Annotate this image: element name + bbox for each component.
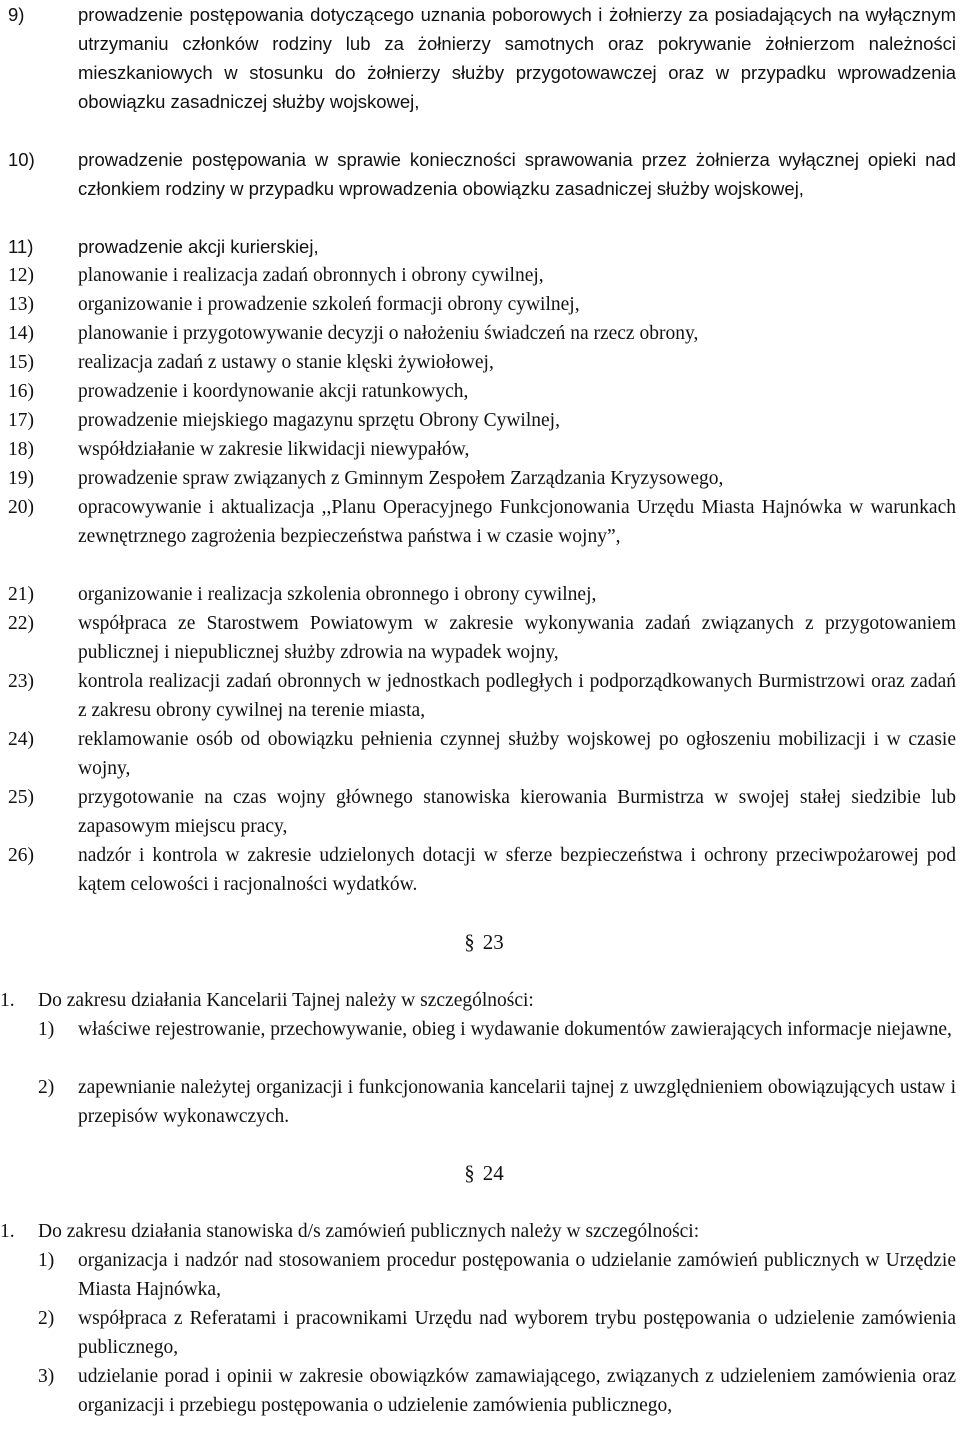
list-item-number: 23) [8, 671, 34, 692]
list-item-text: organizacja i nadzór nad stosowaniem procedur postępowania o udzielanie zamówień publicznych w Urzędzie Miasta Hajnówka, [78, 1250, 956, 1300]
section-number: 1. [0, 990, 15, 1011]
list-item-number: 12) [8, 265, 34, 286]
list-item-13 [8, 290, 956, 319]
list-item-text: właściwe rejestrowanie, przechowywanie, obieg i wydawanie dokumentów zawierających informacje niejawne, [78, 1019, 952, 1040]
list-item-text: zapewnianie należytej organizacji i funkcjonowania kancelarii tajnej z uwzględnieniem obowiązujących ustaw i przepisów wykonawczych. [78, 1077, 956, 1127]
list-item-number: 19) [8, 468, 34, 489]
list-item-text: współpraca ze Starostwem Powiatowym w zakresie wykonywania zadań związanych z przygotowaniem publicznej i niepublicznej służby zdrowia na wypadek wojny, [78, 613, 956, 663]
list-item-15 [8, 348, 956, 377]
list-item-24 [8, 725, 956, 783]
list-item-17 [8, 406, 956, 435]
list-item-18 [8, 435, 956, 464]
list-item-text: kontrola realizacji zadań obronnych w jednostkach podległych i podporządkowanych Burmistrzowi oraz zadań z zakresu obrony cywilnej na terenie miasta, [78, 671, 956, 721]
list-item-10 [8, 145, 956, 203]
list-item-26 [8, 841, 956, 899]
list-item-text: prowadzenie akcji kurierskiej, [78, 236, 319, 257]
list-item-number: 16) [8, 381, 34, 402]
list-item-number: 20) [8, 497, 34, 518]
list-item-20 [8, 493, 956, 551]
section-point-23-1 [0, 986, 956, 1015]
list-item-number: 2) [38, 1308, 55, 1329]
list-item-number: 1) [38, 1019, 55, 1040]
sec23-item-2 [8, 1073, 956, 1131]
list-item-number: 10) [8, 149, 35, 170]
list-item-11 [8, 232, 956, 261]
list-item-12 [8, 261, 956, 290]
list-item-number: 25) [8, 787, 34, 808]
list-item-number: 14) [8, 323, 34, 344]
section-text: Do zakresu działania stanowiska d/s zamówień publicznych należy w szczególności: [38, 1221, 700, 1242]
list-item-number: 15) [8, 352, 34, 373]
list-item-number: 11) [8, 236, 34, 257]
list-item-number: 26) [8, 845, 34, 866]
list-item-text: udzielanie porad i opinii w zakresie obowiązków zamawiającego, związanych z udzieleniem zamówienia oraz organizacji i przebiegu postępowania o udzielenie zamówienia publicznego, [78, 1366, 956, 1416]
list-item-16 [8, 377, 956, 406]
list-item-text: nadzór i kontrola w zakresie udzielonych dotacji w sferze bezpieczeństwa i ochrony przeciwpożarowej pod kątem celowości i racjonalności wydatków. [78, 845, 956, 895]
list-item-text: planowanie i przygotowywanie decyzji o nałożeniu świadczeń na rzecz obrony, [78, 323, 699, 344]
section-number: 1. [0, 1221, 15, 1242]
sec23-item-1 [8, 1015, 956, 1044]
sec24-item-1 [8, 1246, 956, 1304]
list-item-19 [8, 464, 956, 493]
paragraph-heading-24 [0, 1159, 960, 1188]
list-item-number: 21) [8, 584, 34, 605]
list-item-21 [8, 580, 956, 609]
sec24-item-3 [8, 1362, 956, 1420]
paragraph-number: 24 [482, 1161, 504, 1185]
section-point-24-1 [0, 1217, 956, 1246]
sec24-item-2 [8, 1304, 956, 1362]
list-item-text: prowadzenie postępowania dotyczącego uznania poborowych i żołnierzy za posiadających na wyłącznym utrzymaniu członków rodziny lub za żołnierzy samotnych oraz pokrywanie żołnierzom należności mieszkaniowych w stosunku do żołnierzy służby przygotowawczej oraz w przypadku wprowadzenia obowiązku zasadniczej służby wojskowej, [78, 4, 956, 112]
paragraph-heading-23 [0, 928, 960, 957]
list-item-number: 18) [8, 439, 34, 460]
list-item-text: przygotowanie na czas wojny głównego stanowiska kierowania Burmistrza w swojej stałej siedzibie lub zapasowym miejscu pracy, [78, 787, 956, 837]
list-item-23 [8, 667, 956, 725]
paragraph-number: 23 [482, 930, 504, 954]
list-item-number: 1) [38, 1250, 55, 1271]
list-item-text: organizowanie i prowadzenie szkoleń formacji obrony cywilnej, [78, 294, 580, 315]
list-item-text: współdziałanie w zakresie likwidacji niewypałów, [78, 439, 470, 460]
list-item-25 [8, 783, 956, 841]
list-item-number: 22) [8, 613, 34, 634]
list-item-text: prowadzenie spraw związanych z Gminnym Zespołem Zarządzania Kryzysowego, [78, 468, 724, 489]
list-item-9 [8, 0, 956, 116]
list-item-text: współpraca z Referatami i pracownikami Urzędu nad wyborem trybu postępowania o udzielenie zamówienia publicznego, [78, 1308, 956, 1358]
list-item-22 [8, 609, 956, 667]
paragraph-sign: § [464, 930, 475, 954]
paragraph-sign: § [464, 1161, 475, 1185]
list-item-text: realizacja zadań z ustawy o stanie klęski żywiołowej, [78, 352, 494, 373]
list-item-number: 24) [8, 729, 34, 750]
list-item-text: opracowywanie i aktualizacja ,,Planu Operacyjnego Funkcjonowania Urzędu Miasta Hajnówka w warunkach zewnętrznego zagrożenia bezpieczeństwa państwa i w czasie wojny”, [78, 497, 956, 547]
list-item-number: 2) [38, 1077, 55, 1098]
list-item-text: prowadzenie miejskiego magazynu sprzętu Obrony Cywilnej, [78, 410, 560, 431]
list-item-text: organizowanie i realizacja szkolenia obronnego i obrony cywilnej, [78, 584, 597, 605]
list-item-number: 3) [38, 1366, 55, 1387]
section-text: Do zakresu działania Kancelarii Tajnej należy w szczególności: [38, 990, 534, 1011]
list-item-text: reklamowanie osób od obowiązku pełnienia czynnej służby wojskowej po ogłoszeniu mobilizacji i w czasie wojny, [78, 729, 956, 779]
list-item-text: prowadzenie postępowania w sprawie konieczności sprawowania przez żołnierza wyłącznej opieki nad członkiem rodziny w przypadku wprowadzenia obowiązku zasadniczej służby wojskowej, [78, 149, 956, 199]
list-item-number: 13) [8, 294, 34, 315]
list-item-14 [8, 319, 956, 348]
list-item-number: 17) [8, 410, 34, 431]
list-item-text: prowadzenie i koordynowanie akcji ratunkowych, [78, 381, 469, 402]
list-item-text: planowanie i realizacja zadań obronnych i obrony cywilnej, [78, 265, 544, 286]
list-item-number: 9) [8, 4, 25, 25]
